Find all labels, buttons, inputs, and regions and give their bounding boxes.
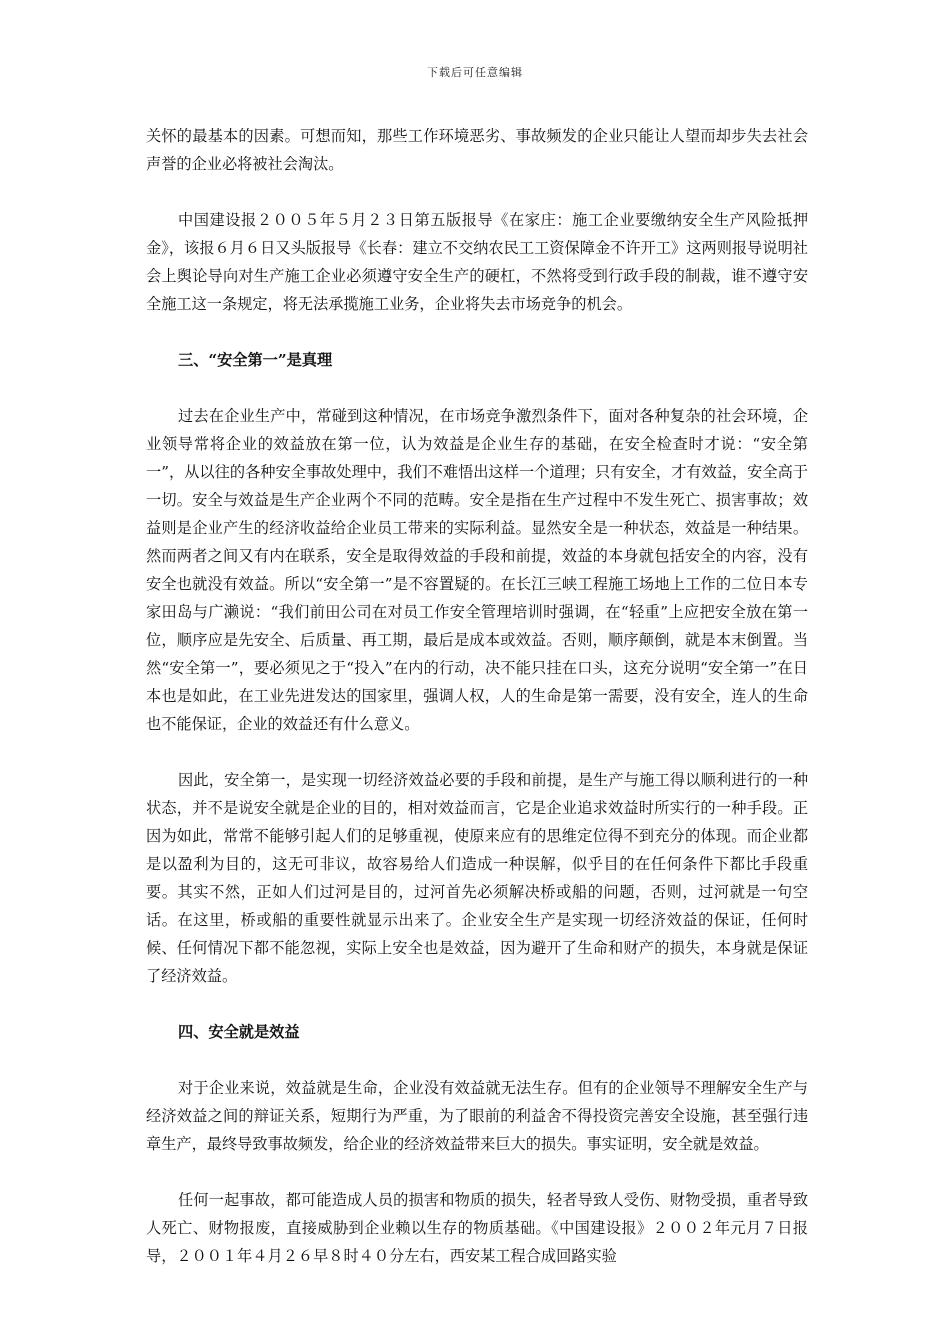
paragraph-3: 过去在企业生产中，常碰到这种情况，在市场竞争激烈条件下，面对各种复杂的社会环境，企业领导常将企业的效益放在第一位，认为效益是企业生存的基础，在安全检查时才说：“安全第一”，从以往的各种安全事故处理中，我们不难悟出这样一个道理；只有安全，才有效益，安全高于一切。安全与效益是生产企业两个不同的范畴。安全是指在生产过程中不发生死亡、损害事故；效益则是企业产生的经济收益给企业员工带来的实际利益。显然安全是一种状态，效益是一种结果。然而两者之间又有内在联系，安全是取得效益的手段和前提，效益的本身就包括安全的内容，没有安全也就没有效益。所以“安全第一”是不容置疑的。在长江三峡工程施工场地上工作的二位日本专家田岛与广濑说：“我们前田公司在对员工作安全管理培训时强调，在“轻重”上应把安全放在第一位，顺序应是先安全、后质量、再工期，最后是成本或效益。否则，顺序颠倒，就是本末倒置。当然“安全第一”，要必须见之于“投入”在内的行动，决不能只挂在口头，这充分说明“安全第一”在日本也是如此，在工业先进发达的国家里，强调人权，人的生命是第一需要，没有安全，连人的生命也不能保证，企业的效益还有什么意义。 [146, 407, 808, 733]
paragraph-4: 因此，安全第一，是实现一切经济效益必要的手段和前提，是生产与施工得以顺利进行的一种状态，并不是说安全就是企业的目的，相对效益而言，它是企业追求效益时所实行的一种手段。正因为如此，常常不能够引起人们的足够重视，使原来应有的思维定位得不到充分的体现。而企业都是以盈利为目的，这无可非议，故容易给人们造成一种误解，似乎目的在任何条件下都比手段重要。其实不然，正如人们过河是目的，过河首先必须解决桥或船的问题，否则，过河就是一句空话。在这里，桥或船的重要性就显示出来了。企业安全生产是实现一切经济效益的保证，任何时候、任何情况下都不能忽视，实际上安全也是效益，因为避开了生命和财产的损失，本身就是保证了经济效益。 [146, 771, 808, 985]
paragraph-2: 中国建设报２００５年５月２３日第五版报导《在家庄：施工企业要缴纳安全生产风险抵押金》，该报６月６日又头版报导《长春：建立不交纳农民工工资保障金不许开工》这两则报导说明社会上舆论导向对生产施工企业必须遵守安全生产的硬杠，不然将受到行政手段的制裁，谁不遵守安全施工这一条规定，将无法承揽施工业务，企业将失去市场竞争的机会。 [146, 211, 808, 313]
paragraph-spacer [146, 738, 808, 766]
section-heading-3: 三、“安全第一”是真理 [178, 351, 333, 369]
paragraph-spacer [146, 374, 808, 402]
paragraph-5: 对于企业来说，效益就是生命，企业没有效益就无法生存。但有的企业领导不理解安全生产与经济效益之间的辩证关系，短期行为严重，为了眼前的利益舍不得投资完善安全设施，甚至强行违章生产，最终导致事故频发，给企业的经济效益带来巨大的损失。事实证明，安全就是效益。 [146, 1079, 808, 1153]
paragraph-spacer [146, 1158, 808, 1186]
document-body [146, 122, 808, 1270]
paragraph-6: 任何一起事故，都可能造成人员的损害和物质的损失，轻者导致人受伤、财物受损，重者导致人死亡、财物报废，直接威胁到企业赖以生存的物质基础。《中国建设报》２００２年元月７日报导，２００１年４月２６早８时４０分左右，西安某工程合成回路实验 [146, 1191, 808, 1265]
paragraph-spacer [146, 178, 808, 206]
paragraph-spacer [146, 1046, 808, 1074]
paragraph-spacer [146, 318, 808, 346]
paragraph-spacer [146, 990, 808, 1018]
paragraph-1: 关怀的最基本的因素。可想而知，那些工作环境恶劣、事故频发的企业只能让人望而却步失去社会声誉的企业必将被社会淘汰。 [146, 127, 808, 173]
page-header: 下载后可任意编辑 [427, 66, 523, 79]
section-heading-4: 四、安全就是效益 [178, 1023, 300, 1041]
